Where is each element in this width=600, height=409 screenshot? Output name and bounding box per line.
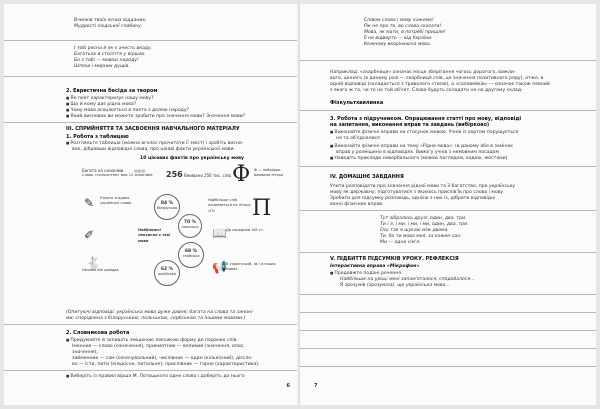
ruled-line [300,294,596,295]
book-icon: 📖 [212,226,227,240]
page-number: 6 [286,383,290,389]
ruled-line [300,166,596,167]
list-item-cont: Я зрозумів (зрозуміла), що українська мова... [340,283,450,288]
ruled-line [300,252,596,253]
hw-line: мову як державну; підготуватися з якихось прислів'їв про слова і мову [330,190,504,195]
poem-line-5: Кожному вкорінююча мова. [364,42,432,47]
poem-line-2: Рік не про те, во слова сказати! [364,24,442,29]
section-5-sub: Інтерактивна вправа «Мікрофон» [330,264,420,269]
fact-lexical: Найближчі лексично є такі мови [138,228,171,243]
ruled-line [300,60,596,61]
list-item: ■ Що й кому дає рідна мова? [66,102,136,107]
russian-circle: 62 % російська [154,260,180,286]
list-item: ■ Як поет характеризує нашу мову? [66,96,154,101]
fact-words: 256 Вживано 256 тис. слів [166,170,231,179]
ruled-line [300,366,596,367]
section-4-title: 2. Словникова робота [66,330,130,336]
ruled-line [300,110,596,111]
ruled-line [4,76,300,77]
list-item-cont: значення), [72,350,98,355]
section-2-title: 2. Евристична бесіда за твором [66,88,158,94]
poem2-line-1: І тобі рясна й як є ачесть вкоду. [74,46,153,51]
hw-line: Упити розповідати про значення рідної мови та її багатство, про українську [330,184,516,189]
note-line-1: (Опитуючі відповіді: українська мова дуже давня; багата на слова та синоні- [66,310,254,315]
list-item-cont: вправ у розміщено в відповідях. Вимогу учнів з немовним посадом [336,150,499,155]
ruled-line [4,40,300,41]
letter-p-symbol: П [252,196,272,221]
poem3-line: Ти і я, і ми, і ми, і ми, один, два, три. [380,222,469,227]
list-item-cont: Найбільше на уроці мені запам'яталося, сподобалося... [340,277,475,282]
page-number: 7 [314,383,318,389]
ruled-line [300,210,596,211]
list-item: ■ Виконайте фізичні вправи на стосунок мовою. Учнів із хортом порушується [330,130,518,135]
infographic-title: 10 цікавих фактів про українську мову [140,156,245,161]
list-item: ■ Виберіть із правил вірша М. Лотоцького одне слово і доберіть до нього [66,374,245,379]
fact-other-languages: В українській, як і в інших мовах [226,262,276,272]
scroll-icon: ✎ [84,196,95,210]
note-line-2: ми; споріднена з білоруською, польською, сербською та іншими мовами.) [66,316,246,321]
ruled-line [4,324,300,325]
example-line: одній відповіді (складається з тривалого стилю), а «соловейків» — означає також певний [330,82,550,87]
section-3-title: ІІІ. СПРИЙНЯТТЯ ТА ЗАСВОЄННЯ НАВЧАЛЬНОГО МАТЕРІАЛУ [66,126,240,132]
megaphone-icon: 📢 [212,260,227,274]
fact-unknown: Незнаю він довідає [82,268,119,272]
list-item-cont: ня та об'єдналися [336,136,380,141]
fact-synonyms-detail: Слово «гелікоптер» має 12 синонімів [82,173,153,177]
section-3-title: 3. Робота з підручником. Опрацювання статті про мову, відповіді [330,116,522,122]
helicopter-icon: ▦▦▦ [134,168,146,173]
poem2-line-4: Шляхи і мирних дущів. [74,64,130,69]
fact-first-mention: Утерто згадано українські слова [100,196,132,206]
list-item: ■ Який висновок ви можете зробити про значення мови? Значення мови? [66,114,245,119]
poem2-line-2: Багатьох в століття у віршах. [74,52,146,57]
poem3-line: Ми — одна сім'я. [380,240,421,245]
left-page [4,4,300,405]
hw-line: вонні фізичних вправ. [330,202,384,207]
list-item: ■ Виконайте фізичні вправи на тему «Рідна мова»: (в даному або в замінах [330,144,513,149]
list-item: ■ Наведіть приклади невербального (мовою поглядом, ходою, жестами) [330,156,507,161]
poem3-line: Тут зібралось друзі: один, два, три. [380,216,467,221]
ruled-line [300,348,596,349]
poem3-line: Ось так я шукаю між двома. [380,228,449,233]
fact-19th-century: До середини XIX ст. [226,228,264,232]
ruled-line [4,370,300,371]
poem-line-2: Мудрості людської глибину. [74,24,143,29]
fact-synonyms: Багата на синоніми [82,168,124,173]
pencil-icon: ✐ [84,228,95,242]
list-item: ■ Придумайте й запишіть змішаною лексикою форму до поданих слів. [66,338,238,343]
ruled-line [4,122,300,123]
sub-1-title: 1. Робота з таблицею [66,134,129,140]
list-item: ■ Розгляньте таблицю (можна вголос прочитати її зміст) і зробіть висно- [66,141,243,146]
poem-line-1: Співом слова і мову кажемо! [364,18,434,23]
list-item-cont: вок, дібравши відповідні слова, про цікаві факти української мови. [72,147,235,152]
right-page [300,4,596,405]
section-4-title: IV. ДОМАШНЄ ЗАВДАННЯ [330,174,404,180]
poem3-line: Ти, бо ти мова моя, за кожен сон. [380,234,462,239]
serbian-circle: 68 % сербська [178,242,204,268]
section-3-title-2: на запитання, виконання вправ та завдань (вибірково) [330,122,490,128]
fizkult-title: Фізкультхвилинка [330,100,384,106]
fact-letter-p: Найбільше слів починається на літеру «П» [208,198,251,213]
example-line: Наприклад: «скарбниця» означає місце зберігання чогось дорогого, важли- [330,70,516,75]
poem-line-4: Її не відверто — від України. [364,36,433,41]
belarusian-circle: 84 % білоруська [154,194,180,220]
ruled-line [300,312,596,313]
section-5-title: V. ПІДБИТТЯ ПІДСУМКІВ УРОКУ. РЕФЛЕКСІЯ [330,256,459,262]
rabbit-icon: 🐇 [86,256,101,270]
list-item: ■ Продовжте подані речення. [330,271,402,276]
list-item-cont: займенник — сам (означувальний), числівник — один (кількісний), дієсло- [72,356,253,361]
hw-line: Зробити для підсумку розповідь, однією з них із, дібрати відповідні [330,196,496,201]
example-line: вого, цінного (в даному разі — скарбниця слів, це значення позитивного ряду), отже, в [330,76,544,81]
list-item-cont: во — їсти, пити (кількісне, питальне); прислівник — гарно (характеристика). [72,362,260,367]
infographic [82,156,282,304]
poem-line-3: Мова, як мати, в потребі пришле! [364,30,446,35]
poem2-line-3: Бо з тобі — мовою народу! [74,58,139,63]
example-line: з якого ж то, чи то на той об'єкт. Слова будуть складати не на другому склад- [330,88,523,93]
ruled-line [300,330,596,331]
polish-circle: 70 % польська [178,214,202,238]
list-item-cont: Іменник — слово (означення), прикметник — великий (значення, опис, [72,344,245,349]
list-item: ■ Чому мова асоціюється в поета з долею народу? [66,108,189,113]
fact-f-letter: Ф — найрідше вживана літера [254,168,284,178]
letter-f-symbol: Ф [232,162,251,187]
poem-line-1: Вчинків твоїх ясних відданих, [74,18,147,23]
book-spread [4,4,596,405]
